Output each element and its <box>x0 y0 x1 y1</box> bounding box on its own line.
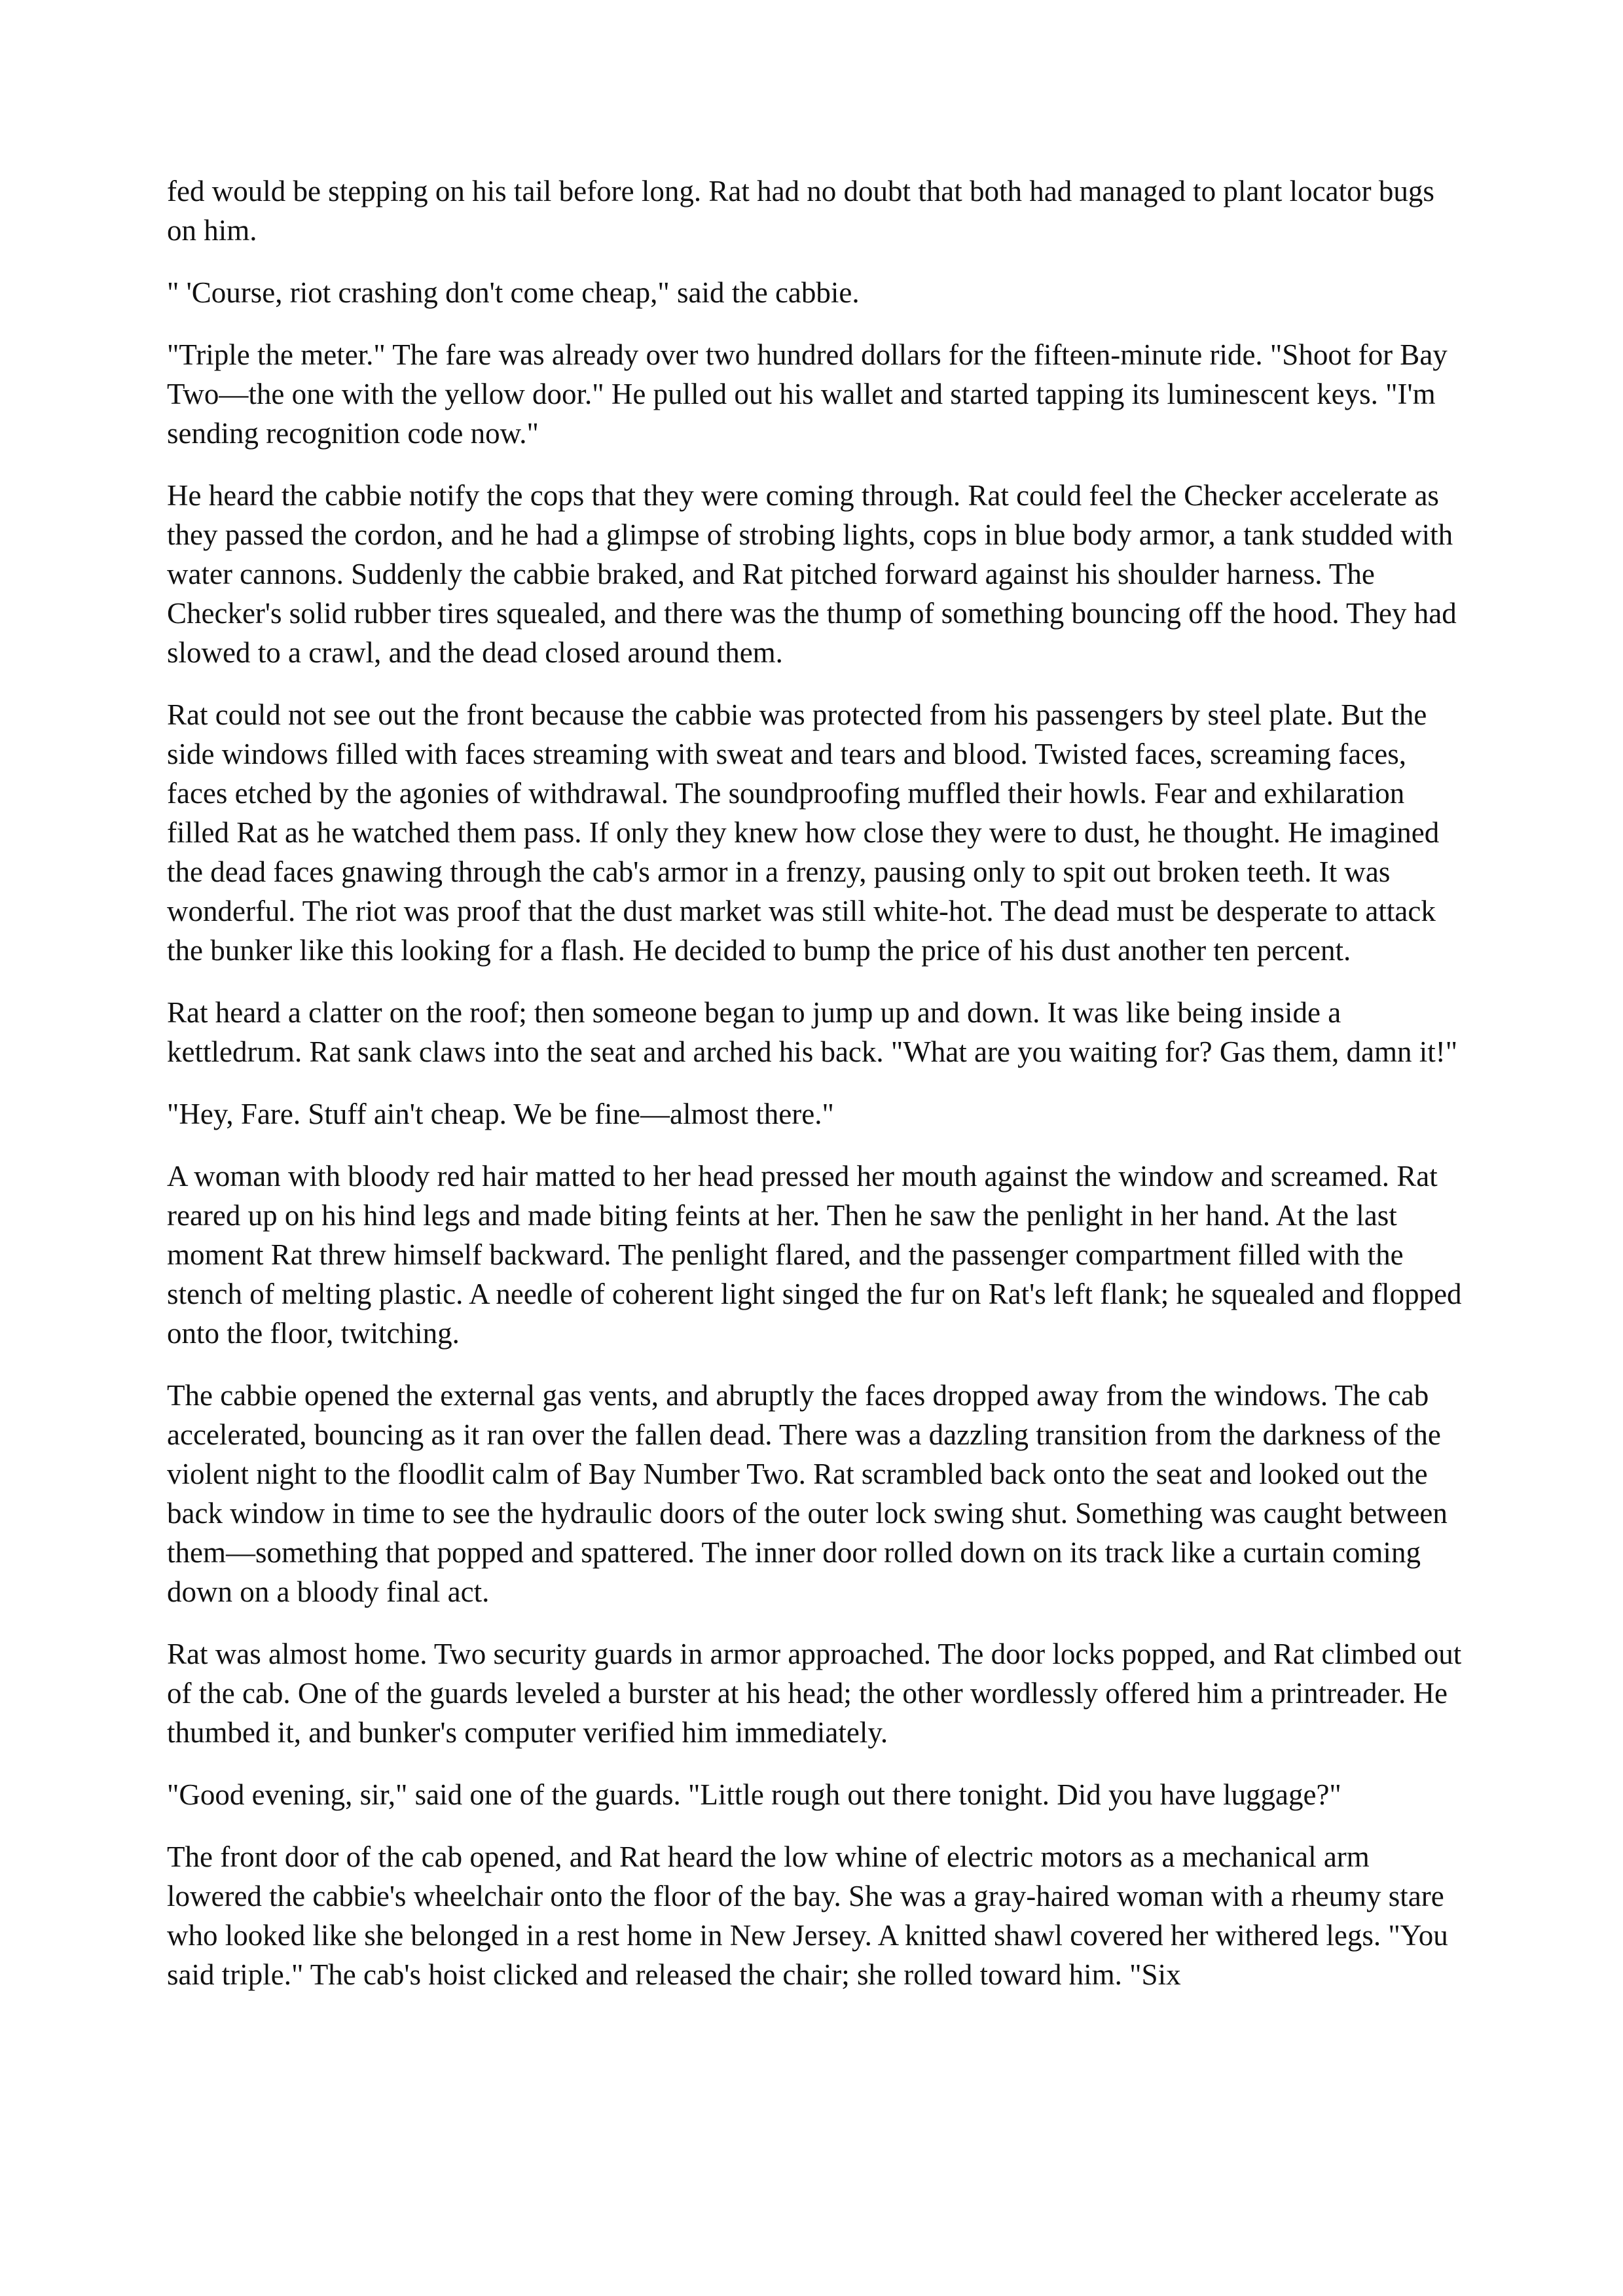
paragraph-11: "Good evening, sir," said one of the guards. "Little rough out there tonight. Did you have luggage?" <box>167 1778 1341 1811</box>
paragraph-8: A woman with bloody red hair matted to her head pressed her mouth against the window and screamed. Rat reared up on his hind legs and made biting feints at her. Then he saw the penlight in her hand. At the last moment Rat threw himself backward. The penlight flared, and the passenger compartment filled with the stench of melting plastic. A needle of coherent light singed the fur on Rat's left flank; he squealed and flopped onto the floor, twitching. <box>167 1160 1462 1350</box>
paragraph-9: The cabbie opened the external gas vents, and abruptly the faces dropped away from the windows. The cab accelerated, bouncing as it ran over the fallen dead. There was a dazzling transition from the darkness of the violent night to the floodlit calm of Bay Number Two. Rat scrambled back onto the seat and looked out the back window in time to see the hydraulic doors of the outer lock swing shut. Something was caught between them—something that popped and spattered. The inner door rolled down on its track like a curtain coming down on a bloody final act. <box>167 1379 1448 1608</box>
paragraph-1: fed would be stepping on his tail before long. Rat had no doubt that both had managed to plant locator bugs on him. <box>167 175 1434 247</box>
paragraph-3: "Triple the meter." The fare was already over two hundred dollars for the fifteen-minute ride. "Shoot for Bay Two—the one with the yellow door." He pulled out his wallet and started tapping its luminescent keys. "I'm sending recognition code now." <box>167 338 1448 450</box>
paragraph-5: Rat could not see out the front because the cabbie was protected from his passengers by steel plate. But the side windows filled with faces streaming with sweat and tears and blood. Twisted faces, screaming faces, faces etched by the agonies of withdrawal. The soundproofing muffled their howls. Fear and exhilaration filled Rat as he watched them pass. If only they knew how close they were to dust, he thought. He imagined the dead faces gnawing through the cab's armor in a frenzy, pausing only to spit out broken teeth. It was wonderful. The riot was proof that the dust market was still white-hot. The dead must be desperate to attack the bunker like this looking for a flash. He decided to bump the price of his dust another ten percent. <box>167 698 1440 967</box>
paragraph-12: The front door of the cab opened, and Rat heard the low whine of electric motors as a mechanical arm lowered the cabbie's wheelchair onto the floor of the bay. She was a gray-haired woman with a rheumy stare who looked like she belonged in a rest home in New Jersey. A knitted shawl covered her withered legs. "You said triple." The cab's hoist clicked and released the chair; she rolled toward him. "Six <box>167 1840 1448 1991</box>
paragraph-6: Rat heard a clatter on the roof; then someone began to jump up and down. It was like being inside a kettledrum. Rat sank claws into the seat and arched his back. "What are you waiting for? Gas them, damn it!" <box>167 996 1458 1068</box>
paragraph-4: He heard the cabbie notify the cops that they were coming through. Rat could feel the Checker accelerate as they passed the cordon, and he had a glimpse of strobing lights, cops in blue body armor, a tank studded with water cannons. Suddenly the cabbie braked, and Rat pitched forward against his shoulder harness. The Checker's solid rubber tires squealed, and there was the thump of something bouncing off the hood. They had slowed to a crawl, and the dead closed around them. <box>167 479 1457 669</box>
paragraph-2: " 'Course, riot crashing don't come cheap," said the cabbie. <box>167 276 860 309</box>
document-page <box>167 171 1463 1994</box>
paragraph-10: Rat was almost home. Two security guards in armor approached. The door locks popped, and Rat climbed out of the cab. One of the guards leveled a burster at his head; the other wordlessly offered him a printreader. He thumbed it, and bunker's computer verified him immediately. <box>167 1638 1462 1749</box>
paragraph-7: "Hey, Fare. Stuff ain't cheap. We be fine—almost there." <box>167 1098 834 1130</box>
